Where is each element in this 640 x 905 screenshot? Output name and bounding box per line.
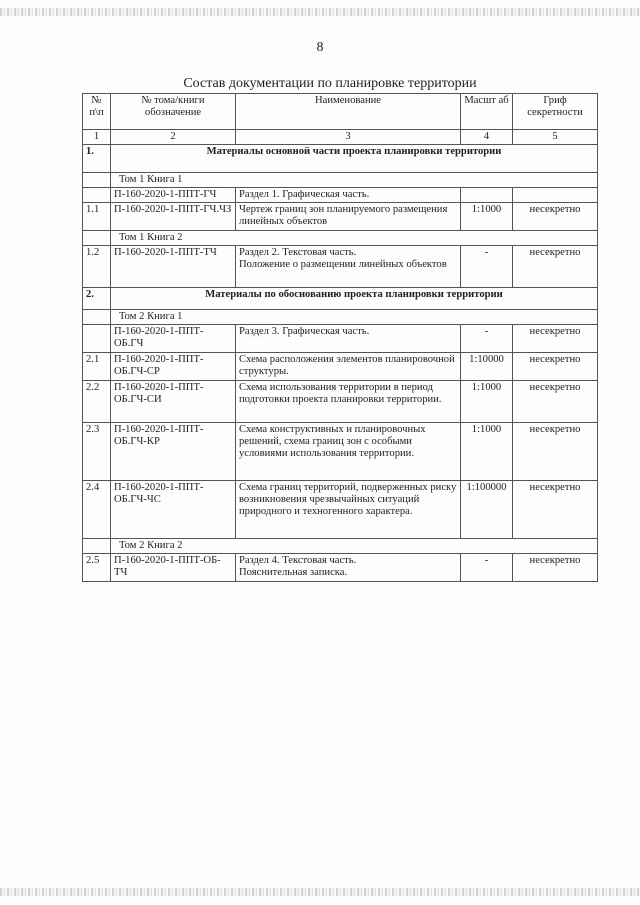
section-title: Материалы основной части проекта планировки территории xyxy=(111,145,598,173)
doc-secrecy: несекретно xyxy=(513,203,598,231)
volume-row xyxy=(83,539,598,554)
scan-artifact-top xyxy=(0,8,640,16)
index-cell: 4 xyxy=(461,130,513,145)
document-title: Состав документации по планировке территории xyxy=(183,76,477,91)
doc-secrecy: несекретно xyxy=(513,481,598,539)
row-num: 1.1 xyxy=(83,203,111,231)
header-secrecy: Гриф секретности xyxy=(513,94,598,130)
doc-scale: 1:100000 xyxy=(461,481,513,539)
doc-name-line: Раздел 4. Текстовая часть. xyxy=(239,555,357,566)
header-num: № п\п xyxy=(83,94,111,130)
doc-scale: - xyxy=(461,325,513,353)
page-number: 8 xyxy=(316,40,324,55)
section-row xyxy=(83,145,598,173)
index-cell: 2 xyxy=(111,130,236,145)
doc-name: Схема использования территории в период подготовки проекта планировки территории. xyxy=(236,381,461,423)
table-row xyxy=(83,481,598,539)
section-num: 1. xyxy=(83,145,111,173)
doc-code: П-160-2020-1-ППТ-ОБ.ГЧ-КР xyxy=(111,423,236,481)
doc-name xyxy=(236,246,461,288)
doc-scale: 1:1000 xyxy=(461,381,513,423)
table-row xyxy=(83,188,598,203)
section-row xyxy=(83,288,598,310)
table-row xyxy=(83,325,598,353)
volume-row xyxy=(83,173,598,188)
doc-name-line: Раздел 2. Текстовая часть. xyxy=(239,247,357,258)
doc-secrecy xyxy=(513,188,598,203)
row-num: 2.1 xyxy=(83,353,111,381)
documentation-table xyxy=(82,93,598,582)
section-title: Материалы по обоснованию проекта планировки территории xyxy=(111,288,598,310)
doc-scale: - xyxy=(461,246,513,288)
doc-name xyxy=(236,554,461,582)
volume-label: Том 1 Книга 1 xyxy=(111,173,598,188)
doc-name: Схема расположения элементов планировочной структуры. xyxy=(236,353,461,381)
doc-secrecy: несекретно xyxy=(513,554,598,582)
doc-name: Схема границ территорий, подверженных риску возникновения чрезвычайных ситуаций природного и техногенного характера. xyxy=(236,481,461,539)
index-cell: 5 xyxy=(513,130,598,145)
table-row xyxy=(83,423,598,481)
row-num: 2.4 xyxy=(83,481,111,539)
doc-secrecy: несекретно xyxy=(513,381,598,423)
doc-code: П-160-2020-1-ППТ-ОБ.ГЧ-СИ xyxy=(111,381,236,423)
header-name: Наименование xyxy=(236,94,461,130)
doc-name-line: Пояснительная записка. xyxy=(239,567,348,578)
doc-code: П-160-2020-1-ППТ-ОБ.ГЧ-ЧС xyxy=(111,481,236,539)
index-cell: 1 xyxy=(83,130,111,145)
doc-code: П-160-2020-1-ППТ-ОБ.ГЧ-СР xyxy=(111,353,236,381)
index-row xyxy=(83,130,598,145)
doc-name-line: Положение о размещении линейных объектов xyxy=(239,259,447,270)
table-row xyxy=(83,381,598,423)
doc-secrecy: несекретно xyxy=(513,423,598,481)
row-num: 2.5 xyxy=(83,554,111,582)
doc-scale: 1:10000 xyxy=(461,353,513,381)
volume-label: Том 2 Книга 2 xyxy=(111,539,598,554)
doc-name: Схема конструктивных и планировочных решений, схема границ зон с особыми условиями использования территории. xyxy=(236,423,461,481)
row-num: 2.3 xyxy=(83,423,111,481)
doc-name: Чертеж границ зон планируемого размещения линейных объектов xyxy=(236,203,461,231)
section-num: 2. xyxy=(83,288,111,310)
row-num: 2.2 xyxy=(83,381,111,423)
doc-scale: 1:1000 xyxy=(461,203,513,231)
doc-scale xyxy=(461,188,513,203)
table-row xyxy=(83,203,598,231)
doc-secrecy: несекретно xyxy=(513,246,598,288)
doc-code: П-160-2020-1-ППТ-ТЧ xyxy=(111,246,236,288)
index-cell: 3 xyxy=(236,130,461,145)
doc-scale: 1:1000 xyxy=(461,423,513,481)
header-scale: Масшт аб xyxy=(461,94,513,130)
doc-secrecy: несекретно xyxy=(513,325,598,353)
doc-code: П-160-2020-1-ППТ-ОБ-ТЧ xyxy=(111,554,236,582)
row-num: 1.2 xyxy=(83,246,111,288)
doc-scale: - xyxy=(461,554,513,582)
volume-label: Том 1 Книга 2 xyxy=(111,231,598,246)
doc-name: Раздел 3. Графическая часть. xyxy=(236,325,461,353)
doc-code: П-160-2020-1-ППТ-ГЧ xyxy=(111,188,236,203)
table-row xyxy=(83,554,598,582)
table-header-row xyxy=(83,94,598,130)
doc-code: П-160-2020-1-ППТ-ГЧ.ЧЗ xyxy=(111,203,236,231)
volume-row xyxy=(83,310,598,325)
scan-artifact-bottom xyxy=(0,888,640,896)
volume-row xyxy=(83,231,598,246)
table-row xyxy=(83,246,598,288)
doc-secrecy: несекретно xyxy=(513,353,598,381)
doc-name: Раздел 1. Графическая часть. xyxy=(236,188,461,203)
header-code: № тома/книги обозначение xyxy=(111,94,236,130)
doc-code: П-160-2020-1-ППТ-ОБ.ГЧ xyxy=(111,325,236,353)
volume-label: Том 2 Книга 1 xyxy=(111,310,598,325)
table-row xyxy=(83,353,598,381)
